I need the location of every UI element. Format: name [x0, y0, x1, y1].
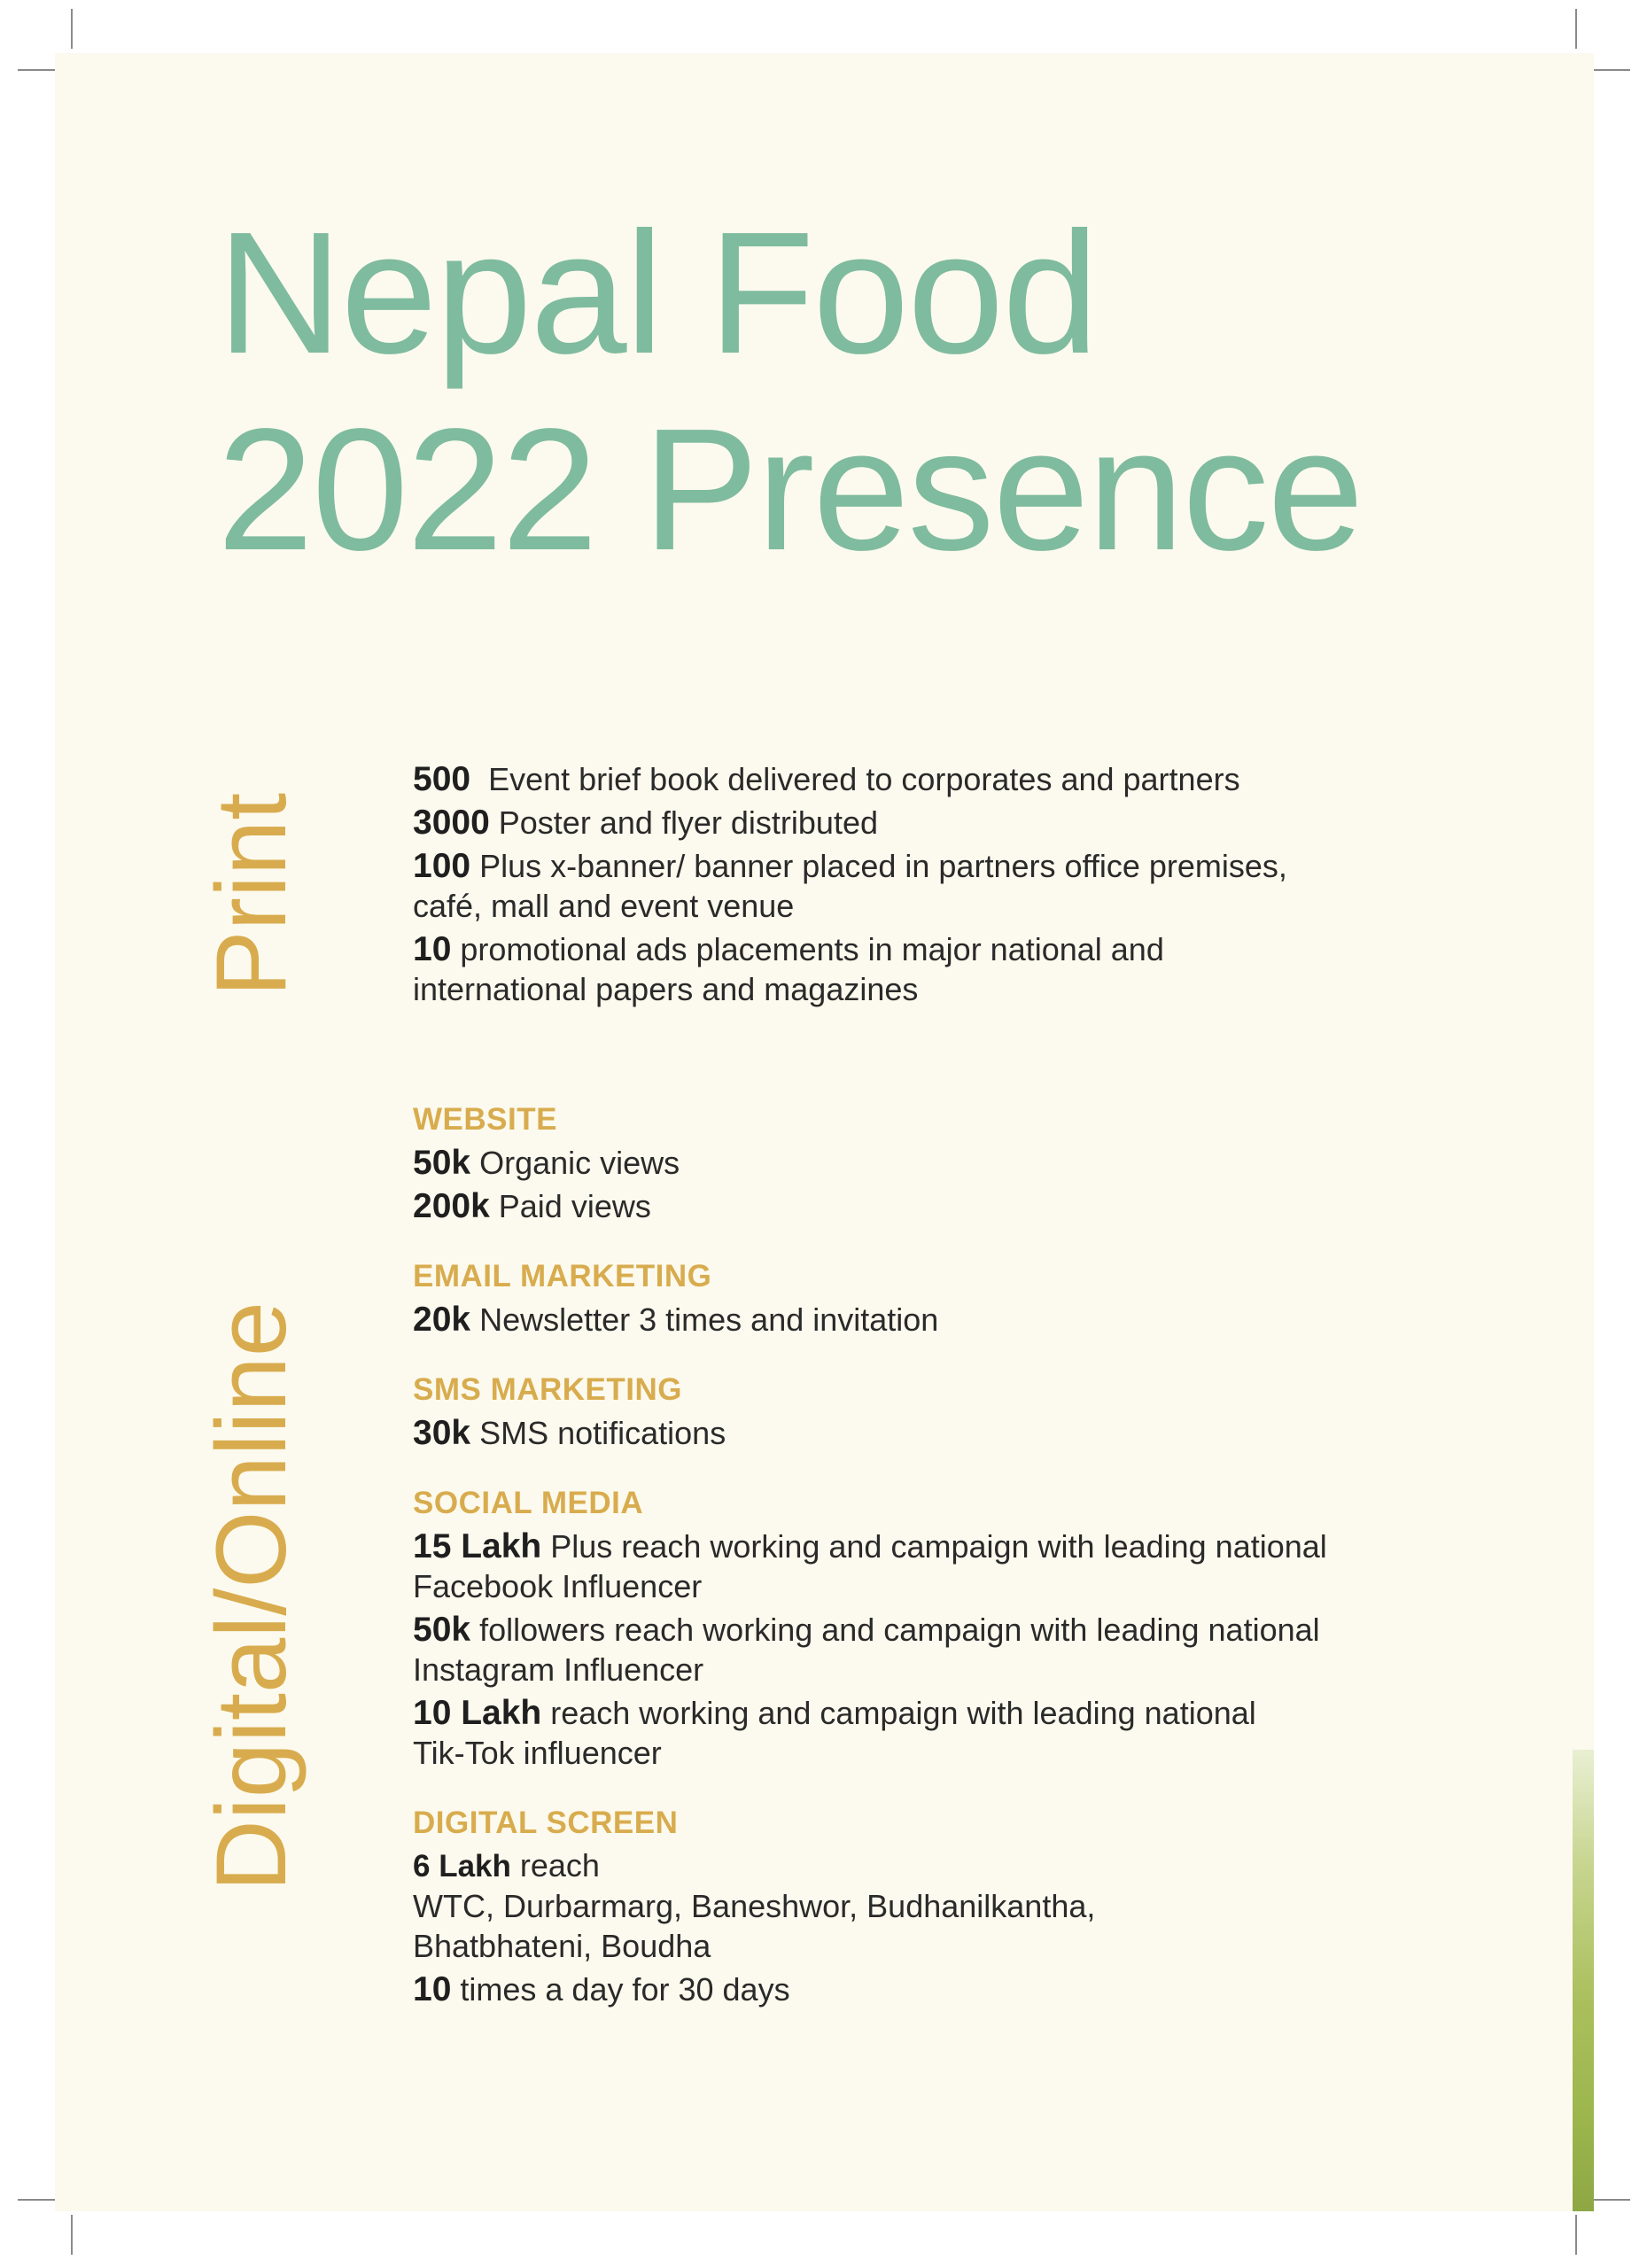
item-text: Paid views: [489, 1188, 651, 1224]
crop-mark: [18, 2199, 58, 2201]
item-number: 10: [413, 1970, 452, 2008]
item-text-continued: Facebook Influencer: [413, 1568, 703, 1604]
item-number: 10 Lakh: [413, 1694, 542, 1732]
locations-line-1: WTC, Durbarmarg, Baneshwor, Budhanilkantha,: [413, 1888, 1096, 1924]
crop-mark: [71, 9, 73, 49]
sms-section: [413, 1371, 1476, 1453]
print-item: [413, 759, 1441, 799]
item-number: 200k: [413, 1187, 490, 1225]
digital-section: [413, 1100, 1476, 2040]
crop-mark: [18, 69, 58, 71]
locations-line-2: Bhatbhateni, Boudha: [413, 1928, 711, 1964]
item-number: 50k: [413, 1611, 471, 1649]
item-text: Event brief book delivered to corporates and partners: [470, 761, 1240, 797]
item-text: promotional ads placements in major national and: [451, 931, 1164, 967]
item-text-continued: Instagram Influencer: [413, 1651, 704, 1688]
list-item: [413, 1143, 1476, 1183]
print-item: [413, 846, 1441, 926]
crop-mark: [1590, 69, 1630, 71]
section-heading-social: SOCIAL MEDIA: [413, 1486, 644, 1520]
item-number: 50k: [413, 1144, 471, 1182]
item-text: reach working and campaign with leading national: [541, 1695, 1256, 1731]
social-section: [413, 1484, 1476, 1773]
crop-mark: [71, 2215, 73, 2255]
side-label-digital: Digital/Online: [196, 1301, 307, 1891]
section-heading-sms: SMS MARKETING: [413, 1372, 682, 1407]
item-number: 6 Lakh: [413, 1849, 511, 1884]
section-heading-digital-screen: DIGITAL SCREEN: [413, 1806, 679, 1840]
crop-mark: [1575, 2215, 1577, 2255]
item-text: Plus x-banner/ banner placed in partners office premises,: [470, 848, 1287, 884]
list-item: [413, 1846, 1476, 1886]
item-text-continued: Tik-Tok influencer: [413, 1735, 662, 1771]
crop-mark: [1590, 2199, 1630, 2201]
print-item: [413, 803, 1441, 843]
item-text: followers reach working and campaign with leading national: [470, 1612, 1320, 1648]
list-item: [413, 1526, 1476, 1606]
title-line-2: 2022 Presence: [217, 392, 1363, 586]
section-heading-website: WEBSITE: [413, 1102, 557, 1137]
item-number: 500: [413, 760, 471, 798]
item-number: 30k: [413, 1414, 471, 1452]
item-number: 15 Lakh: [413, 1527, 542, 1565]
section-heading-email: EMAIL MARKETING: [413, 1259, 712, 1293]
item-text: SMS notifications: [470, 1415, 726, 1451]
item-text-continued: café, mall and event venue: [413, 888, 795, 924]
item-text: Newsletter 3 times and invitation: [470, 1301, 939, 1338]
item-text: Plus reach working and campaign with leading national: [541, 1528, 1327, 1565]
item-text: times a day for 30 days: [451, 1971, 790, 2008]
list-item: [413, 1693, 1476, 1773]
item-text: reach: [510, 1847, 600, 1884]
website-section: [413, 1100, 1476, 1226]
list-item: [413, 1969, 1476, 2009]
item-number: 3000: [413, 804, 490, 842]
list-item: [413, 1300, 1476, 1340]
item-text: Organic views: [470, 1145, 680, 1181]
item-number: 20k: [413, 1301, 471, 1339]
print-item: [413, 929, 1441, 1009]
list-item: [413, 1186, 1476, 1226]
digital-screen-section: [413, 1804, 1476, 2009]
list-item: [413, 1610, 1476, 1689]
item-number: 10: [413, 930, 452, 968]
list-item: [413, 1413, 1476, 1453]
email-section: [413, 1257, 1476, 1340]
item-text: Poster and flyer distributed: [489, 804, 878, 841]
title-line-1: Nepal Food: [217, 196, 1098, 390]
item-text-continued: international papers and magazines: [413, 971, 919, 1007]
print-section: [413, 759, 1441, 1013]
page-title: [217, 195, 1363, 588]
crop-mark: [1575, 9, 1577, 49]
side-label-print: Print: [196, 792, 307, 997]
item-number: 100: [413, 847, 471, 885]
decorative-image-strip: [1573, 1750, 1594, 2211]
